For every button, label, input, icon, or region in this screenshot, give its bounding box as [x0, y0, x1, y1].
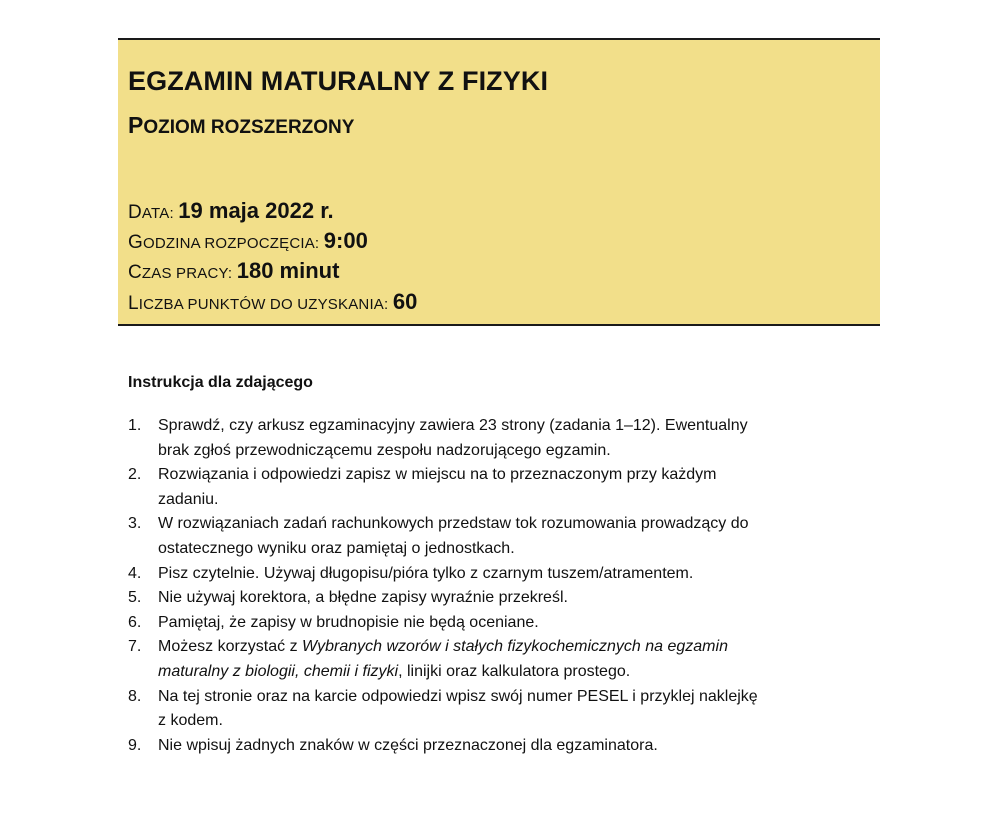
instructions-list [128, 414, 868, 758]
instruction-text-continued: zadaniu. [158, 490, 219, 508]
instruction-text-continued: , linijki oraz kalkulatora prostego. [398, 662, 631, 680]
instruction-number: 4. [128, 564, 142, 582]
instruction-text-continued: z kodem. [158, 712, 223, 730]
instruction-text-continued: brak zgłoś przewodniczącemu zespołu nadzorującego egzamin. [158, 441, 611, 459]
instruction-number: 7. [128, 638, 142, 656]
instruction-text: Pisz czytelnie. Używaj długopisu/pióra tylko z czarnym tuszem/atramentem. [158, 564, 694, 582]
instruction-item [128, 512, 868, 561]
instruction-text-continued: ostatecznego wyniku oraz pamiętaj o jednostkach. [158, 539, 515, 557]
instruction-item [128, 734, 868, 759]
exam-points-label: LICZBA PUNKTÓW DO UZYSKANIA: [128, 293, 389, 314]
instruction-number: 8. [128, 687, 142, 705]
instruction-item [128, 635, 868, 684]
instruction-text: Na tej stronie oraz na karcie odpowiedzi wpisz swój numer PESEL i przyklej naklejkę [158, 687, 758, 705]
exam-level [128, 112, 354, 139]
instruction-item [128, 414, 868, 463]
instruction-item [128, 562, 868, 587]
exam-level-rest: OZIOM ROZSZERZONY [143, 117, 355, 138]
instruction-item [128, 685, 868, 734]
instruction-number: 9. [128, 736, 142, 754]
instruction-text: Sprawdź, czy arkusz egzaminacyjny zawiera 23 strony (zadania 1–12). Ewentualny [158, 417, 748, 434]
exam-level-initial: P [128, 112, 144, 138]
instruction-item [128, 463, 868, 512]
instruction-text: Nie wpisuj żadnych znaków w części przeznaczonej dla egzaminatora. [158, 736, 658, 754]
instruction-item [128, 586, 868, 611]
exam-date-row [128, 200, 334, 222]
exam-header-box [118, 38, 880, 326]
exam-start-time-row [128, 230, 368, 252]
exam-date-value: 19 maja 2022 r. [178, 198, 334, 223]
instruction-text: Możesz korzystać z [158, 638, 303, 656]
instruction-text: Pamiętaj, że zapisy w brudnopisie nie będą oceniane. [158, 613, 539, 631]
instruction-text: W rozwiązaniach zadań rachunkowych przedstaw tok rozumowania prowadzący do [158, 515, 749, 533]
instruction-number: 2. [128, 466, 142, 484]
exam-points-row [128, 291, 417, 313]
exam-start-time-label: GODZINA ROZPOCZĘCIA: [128, 232, 320, 253]
instruction-item [128, 611, 868, 636]
exam-points-value: 60 [392, 289, 418, 314]
exam-duration-label: CZAS PRACY: [128, 262, 233, 283]
instruction-text: Rozwiązania i odpowiedzi zapisz w miejscu na to przeznaczonym przy każdym [158, 466, 717, 484]
instructions-heading: Instrukcja dla zdającego [128, 374, 313, 391]
exam-title: EGZAMIN MATURALNY Z FIZYKI [128, 66, 549, 96]
instruction-number: 5. [128, 589, 142, 607]
instruction-number: 1. [128, 417, 142, 434]
instruction-number: 3. [128, 515, 142, 533]
exam-date-label: DATA: [128, 202, 174, 223]
instruction-text: Nie używaj korektora, a błędne zapisy wyraźnie przekreśl. [158, 589, 568, 607]
exam-duration-value: 180 minut [236, 258, 340, 283]
exam-start-time-value: 9:00 [323, 228, 368, 253]
instruction-number: 6. [128, 613, 142, 631]
exam-duration-row [128, 260, 339, 282]
instruction-reference-title: Wybranych wzorów i stałych fizykochemicznych na egzamin [302, 638, 728, 656]
instruction-reference-title-continued: maturalny z biologii, chemii i fizyki [158, 662, 399, 680]
